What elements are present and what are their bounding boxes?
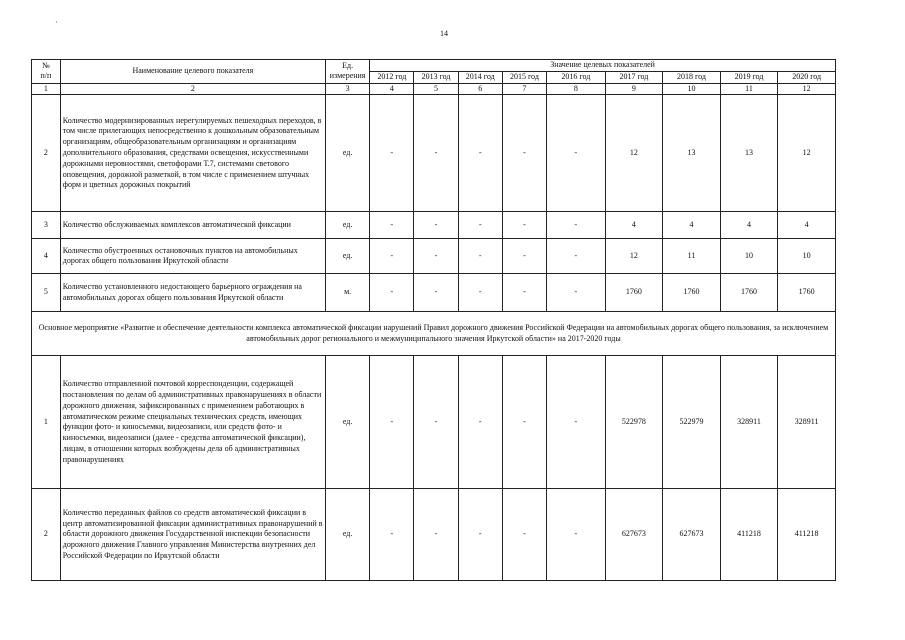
section-row [32, 312, 836, 356]
indicator-value: 411218 [778, 489, 836, 581]
indicator-value: - [547, 95, 606, 212]
header-unit: Ед. измерения [326, 60, 370, 84]
column-number: 7 [502, 83, 546, 95]
indicator-value: 627673 [605, 489, 663, 581]
indicator-name: Количество обустроенных остановочных пунктов на автомобильных дорогах общего пользования Иркутской области [60, 239, 325, 274]
indicator-unit: м. [326, 274, 370, 312]
section-title: Основное мероприятие «Развитие и обеспечение деятельности комплекса автоматической фиксации нарушений Правил дорожного движения Российской Федерации на автомобильных дорогах общего пользования, за исключением автомобильных дорог регионального и межмуниципального значения Иркутской области» на 2017-2020 годы [32, 312, 836, 356]
column-number: 10 [663, 83, 721, 95]
header-year: 2019 год [720, 71, 778, 83]
indicator-value: 1760 [663, 274, 721, 312]
indicator-value: - [370, 95, 414, 212]
indicator-value: 4 [605, 212, 663, 239]
column-number: 8 [547, 83, 606, 95]
indicator-value: 4 [778, 212, 836, 239]
indicator-name: Количество модернизированных нерегулируемых пешеходных переходов, в том числе прилегающих непосредственно к дошкольным образовательным организациям, общеобразовательным организациям и организациям дополнительного образования, средствами освещения, искусственными дорожными неровностями, светофорами Т.7, системами светового оповещения, дорожной разметкой, в том числе с применением штучных форм и цветных дорожных покрытий [60, 95, 325, 212]
indicator-name: Количество отправленной почтовой корреспонденции, содержащей постановления по делам об административных правонарушениях в области дорожного движения, зафиксированных с применением работающих в автоматическом режиме специальных технических средств, имеющих функции фото- и киносъемки, видеозаписи, или средств фото- и киносъемки, видеозаписи (далее - средства автоматической фиксации), лицам, в отношении которых возбуждены дела об административных правонарушениях [60, 356, 325, 489]
row-num: 3 [32, 212, 61, 239]
page-number: 14 [440, 29, 448, 38]
indicator-value: 12 [605, 239, 663, 274]
indicator-value: - [370, 239, 414, 274]
indicator-value: - [502, 356, 546, 489]
row-num: 5 [32, 274, 61, 312]
header-year: 2015 год [502, 71, 546, 83]
indicator-unit: ед. [326, 95, 370, 212]
column-number: 12 [778, 83, 836, 95]
column-number: 6 [458, 83, 502, 95]
indicator-value: - [414, 489, 458, 581]
indicator-value: - [458, 489, 502, 581]
indicator-value: 522978 [605, 356, 663, 489]
indicator-value: 13 [663, 95, 721, 212]
column-number: 3 [326, 83, 370, 95]
row-num: 2 [32, 95, 61, 212]
header-year: 2012 год [370, 71, 414, 83]
column-number: 4 [370, 83, 414, 95]
indicator-row [32, 95, 836, 212]
indicator-value: 1760 [605, 274, 663, 312]
corner-mark: · [55, 18, 58, 27]
indicator-unit: ед. [326, 356, 370, 489]
indicator-value: 522979 [663, 356, 721, 489]
header-values-group: Значение целевых показателей [370, 60, 836, 72]
indicator-value: - [458, 356, 502, 489]
column-number: 2 [60, 83, 325, 95]
header-year: 2018 год [663, 71, 721, 83]
column-number: 5 [414, 83, 458, 95]
indicator-value: - [458, 239, 502, 274]
indicator-value: - [370, 489, 414, 581]
indicator-value: 4 [720, 212, 778, 239]
indicator-value: - [414, 274, 458, 312]
row-num: 4 [32, 239, 61, 274]
header-year: 2017 год [605, 71, 663, 83]
header-name: Наименование целевого показателя [60, 60, 325, 84]
indicator-name: Количество переданных файлов со средств автоматической фиксации в центр автоматизированной фиксации административных правонарушений в области дорожного движения Государственной инспекции безопасности дорожного движения Главного управления Министерства внутренних дел Российской Федерации по Иркутской области [60, 489, 325, 581]
indicator-value: 328911 [720, 356, 778, 489]
column-number: 1 [32, 83, 61, 95]
indicator-row [32, 489, 836, 581]
indicator-name: Количество установленного недостающего барьерного ограждения на автомобильных дорогах общего пользования Иркутской области [60, 274, 325, 312]
indicator-unit: ед. [326, 212, 370, 239]
indicator-value: 627673 [663, 489, 721, 581]
column-numbers-row [32, 83, 836, 95]
indicator-value: - [370, 274, 414, 312]
indicator-row [32, 212, 836, 239]
header-num: № п/п [32, 60, 61, 84]
indicator-value: 4 [663, 212, 721, 239]
indicator-value: 1760 [778, 274, 836, 312]
indicator-value: 10 [720, 239, 778, 274]
indicator-value: 12 [605, 95, 663, 212]
header-year: 2013 год [414, 71, 458, 83]
indicator-value: 10 [778, 239, 836, 274]
indicator-row [32, 239, 836, 274]
indicator-value: 12 [778, 95, 836, 212]
row-num: 2 [32, 489, 61, 581]
header-year: 2016 год [547, 71, 606, 83]
indicator-value: - [547, 239, 606, 274]
indicator-value: - [414, 239, 458, 274]
target-indicators-table [31, 59, 836, 581]
indicator-value: - [458, 212, 502, 239]
indicator-row [32, 356, 836, 489]
indicator-value: - [502, 95, 546, 212]
indicator-value: 328911 [778, 356, 836, 489]
header-year: 2014 год [458, 71, 502, 83]
indicator-unit: ед. [326, 239, 370, 274]
indicator-value: - [502, 489, 546, 581]
row-num: 1 [32, 356, 61, 489]
column-number: 9 [605, 83, 663, 95]
indicator-value: - [547, 274, 606, 312]
indicator-unit: ед. [326, 489, 370, 581]
column-number: 11 [720, 83, 778, 95]
indicator-value: - [458, 274, 502, 312]
indicator-value: 411218 [720, 489, 778, 581]
indicator-value: - [458, 95, 502, 212]
indicator-value: - [502, 239, 546, 274]
indicator-value: 11 [663, 239, 721, 274]
indicator-value: - [414, 356, 458, 489]
header-row [32, 60, 836, 72]
indicator-value: 1760 [720, 274, 778, 312]
indicator-value: - [547, 212, 606, 239]
indicator-value: - [370, 356, 414, 489]
indicator-name: Количество обслуживаемых комплексов автоматической фиксации [60, 212, 325, 239]
indicator-value: - [414, 95, 458, 212]
indicator-value: - [370, 212, 414, 239]
header-year: 2020 год [778, 71, 836, 83]
indicator-value: 13 [720, 95, 778, 212]
indicator-value: - [502, 212, 546, 239]
indicator-value: - [414, 212, 458, 239]
indicator-value: - [547, 356, 606, 489]
indicator-value: - [547, 489, 606, 581]
indicator-value: - [502, 274, 546, 312]
indicator-row [32, 274, 836, 312]
